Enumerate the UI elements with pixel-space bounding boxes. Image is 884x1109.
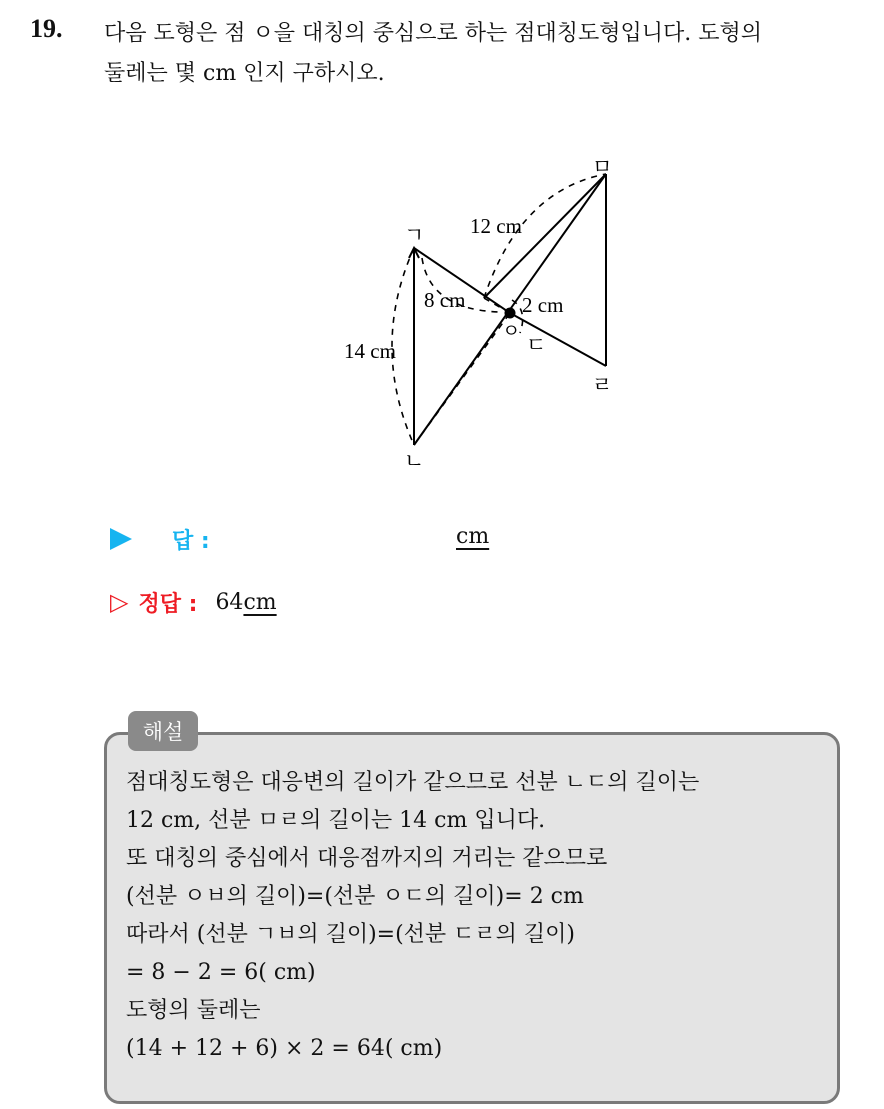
length-inner-left: 8 cm — [424, 288, 466, 312]
question-text-line-2: 둘레는 몇 cm 인지 구하시오. — [104, 61, 385, 86]
outline-triangle-icon: ▷ — [110, 588, 129, 616]
correct-answer-value — [215, 590, 276, 615]
label-o: ㅇ — [502, 320, 521, 342]
explanation-line: (선분 ㅇㅂ의 길이)=(선분 ㅇㄷ의 길이)= 2 cm — [126, 884, 584, 909]
label-d: ㄷ — [526, 333, 547, 357]
length-inner-right: 2 cm — [522, 293, 564, 317]
explanation-line: 12 cm, 선분 ㅁㄹ의 길이는 14 cm 입니다. — [126, 808, 546, 833]
edge-d-r — [510, 313, 606, 366]
question-number: 19. — [30, 14, 63, 43]
explanation-line: = 8 − 2 = 6( cm) — [126, 960, 316, 985]
correct-value-number: 64 — [215, 589, 244, 615]
explanation-line: 점대칭도형은 대응변의 길이가 같으므로 선분 ㄴㄷ의 길이는 — [126, 770, 700, 795]
length-left: 14 cm — [344, 339, 396, 363]
explanation-line: 또 대칭의 중심에서 대응점까지의 거리는 같으므로 — [126, 846, 608, 871]
question-text-line-1: 다음 도형은 점 ㅇ을 대칭의 중심으로 하는 점대칭도형입니다. 도형의 — [104, 21, 762, 46]
label-n: ㄴ — [404, 449, 425, 470]
explanation-line: 도형의 둘레는 — [126, 998, 261, 1023]
explanation-tag: 해설 — [128, 711, 198, 751]
explanation-line: 따라서 (선분 ㄱㅂ의 길이)=(선분 ㄷㄹ의 길이) — [126, 922, 576, 947]
correct-answer-row — [110, 585, 277, 619]
correct-answer-label: 정답 : — [138, 591, 198, 617]
answer-unit: cm — [456, 524, 490, 549]
explanation-line: (14 + 12 + 6) × 2 = 64( cm) — [126, 1036, 443, 1061]
explanation-body — [126, 764, 699, 1068]
length-top: 12 cm — [470, 214, 522, 238]
play-triangle-icon — [110, 528, 132, 550]
label-g: ㄱ — [404, 223, 425, 247]
answer-label: 답 : — [172, 528, 210, 554]
label-r: ㄹ — [592, 373, 613, 397]
dash-n-o — [414, 313, 510, 445]
answer-row — [110, 522, 210, 556]
label-m: ㅁ — [592, 155, 613, 179]
center-point-o — [505, 308, 516, 319]
correct-value-unit: cm — [243, 589, 277, 615]
point-symmetric-figure — [330, 150, 630, 470]
